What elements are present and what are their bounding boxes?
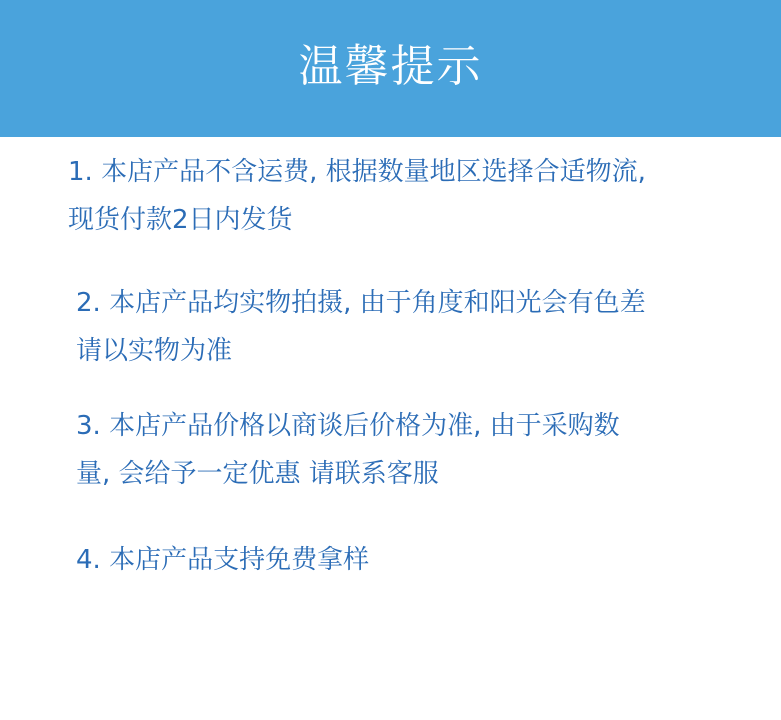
page-title: 温馨提示 xyxy=(298,41,483,92)
notice-line: 2. 本店产品均实物拍摄, 由于角度和阳光会有色差 xyxy=(76,288,646,318)
notice-line: 4. 本店产品支持免费拿样 xyxy=(76,545,370,575)
notice-item-shipping xyxy=(68,148,646,244)
notice-item-pricing xyxy=(76,402,620,498)
notice-item-samples xyxy=(76,536,369,584)
notice-line: 请以实物为准 xyxy=(76,336,233,366)
header-banner xyxy=(0,0,781,137)
notice-line: 1. 本店产品不含运费, 根据数量地区选择合适物流, xyxy=(68,157,646,187)
notice-item-photos xyxy=(76,279,646,375)
notice-line: 现货付款2日内发货 xyxy=(68,205,293,235)
notice-line: 量, 会给予一定优惠 请联系客服 xyxy=(76,459,439,489)
notice-line: 3. 本店产品价格以商谈后价格为准, 由于采购数 xyxy=(76,411,620,441)
